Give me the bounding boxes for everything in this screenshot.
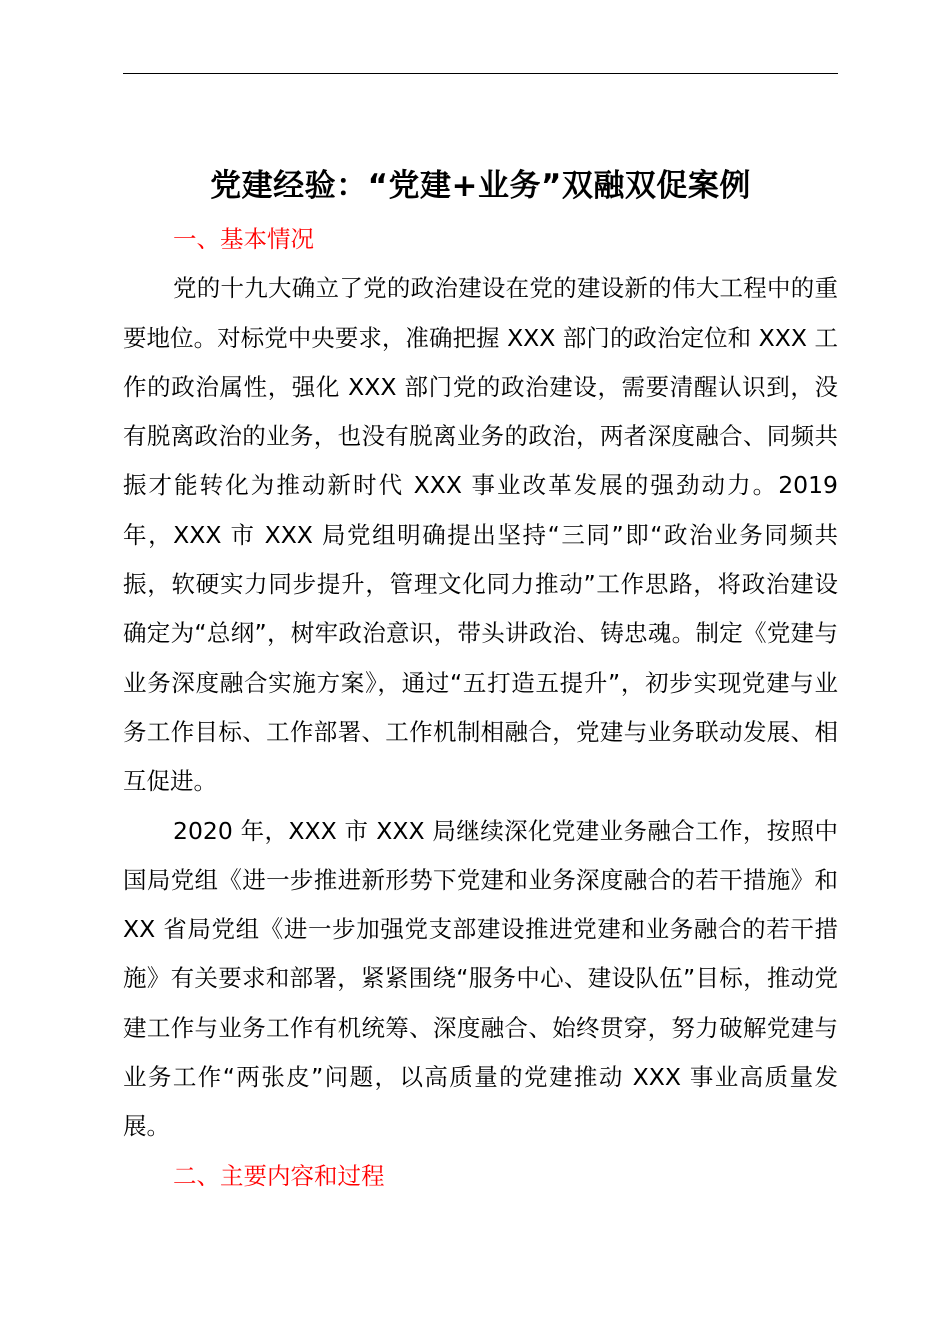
section-heading-basic-situation: 一、基本情况 xyxy=(173,225,314,253)
document-title: 党建经验：“党建+业务”双融双促案例 xyxy=(210,167,751,204)
paragraph: 2020 年，XXX 市 XXX 局继续深化党建业务融合工作，按照中国局党组《进一步推进新形势下党建和业务深度融合的若干措施》和 XX 省局党组《进一步加强党支部建设推进党建和业务融合的若干措施》有关要求和部署，紧紧围绕“服务中心、建设队伍”目标，推动党建工作与业务工作有机统筹、深度融合、始终贯穿，努力破解党建与业务工作“两张皮”问题，以高质量的党建推动 XXX 事业高质量发展。 xyxy=(123,816,838,1141)
section-heading-main-content: 二、主要内容和过程 xyxy=(173,1161,385,1190)
document-body xyxy=(123,215,838,1201)
header-rule xyxy=(123,73,838,74)
paragraph: 党的十九大确立了党的政治建设在党的建设新的伟大工程中的重要地位。对标党中央要求，准确把握 XXX 部门的政治定位和 XXX 工作的政治属性，强化 XXX 部门党的政治建设，需要清醒认识到，没有脱离政治的业务，也没有脱离业务的政治，两者深度融合、同频共振才能转化为推动新时代 XXX 事业改革发展的强劲动力。2019 年，XXX 市 XXX 局党组明确提出坚持“三同”即“政治业务同频共振，软硬实力同步提升，管理文化同力推动”工作思路，将政治建设确定为“总纲”，树牢政治意识，带头讲政治、铸忠魂。制定《党建与业务深度融合实施方案》，通过“五打造五提升”，初步实现党建与业务工作目标、工作部署、工作机制相融合，党建与业务联动发展、相互促进。 xyxy=(123,274,838,796)
